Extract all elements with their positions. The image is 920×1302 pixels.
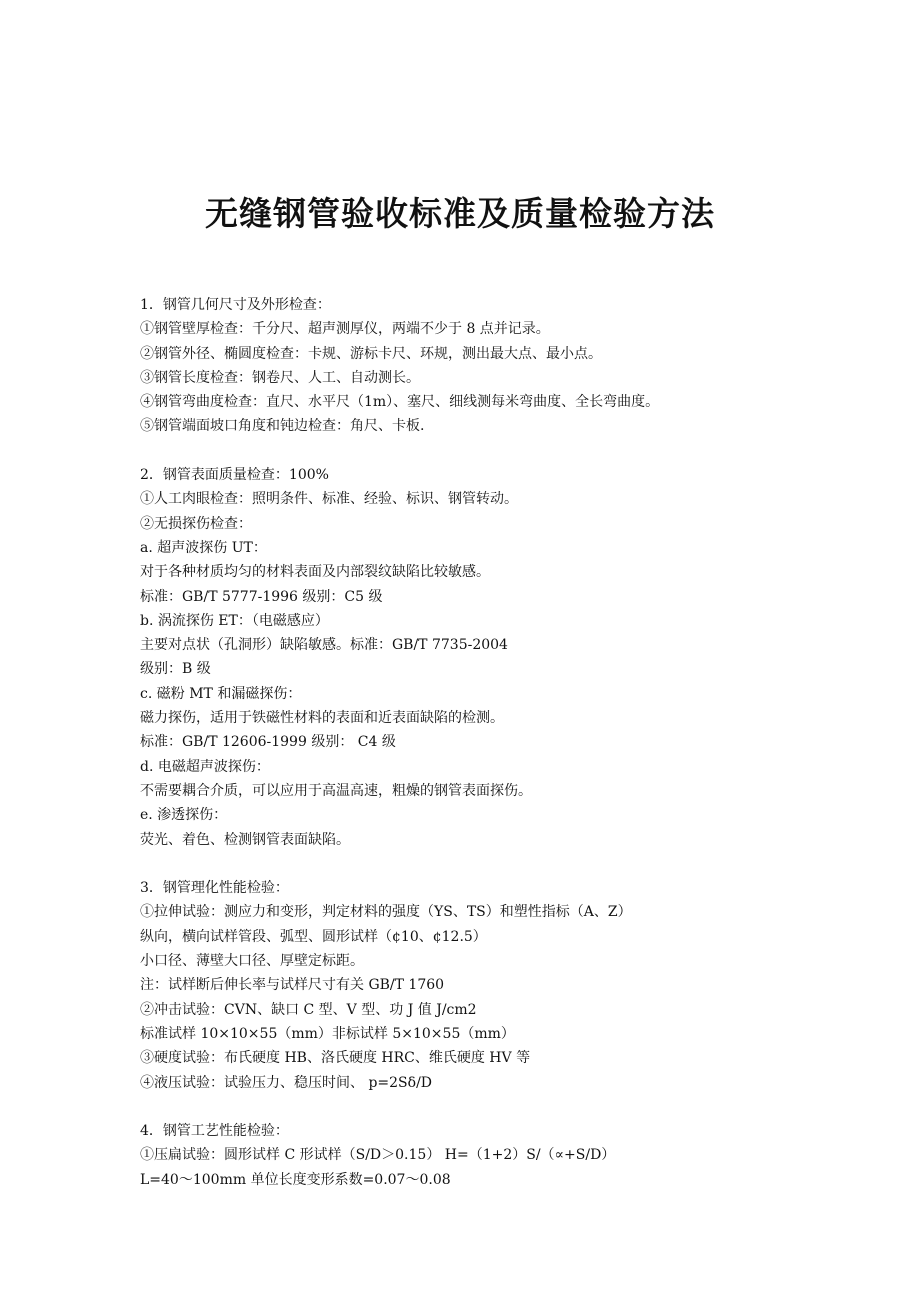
blank-line <box>140 439 860 463</box>
paragraph-line: L=40～100mm 单位长度变形系数=0.07～0.08 <box>140 1171 451 1188</box>
paragraph-line: ①拉伸试验：测应力和变形，判定材料的强度（YS、TS）和塑性指标（A、Z） <box>140 904 632 921</box>
paragraph-line: c. 磁粉 MT 和漏磁探伤： <box>140 685 302 702</box>
blank-line <box>140 1095 860 1119</box>
paragraph-line: ②无损探伤检查： <box>140 515 252 532</box>
section-heading: 2．钢管表面质量检查：100% <box>140 467 329 484</box>
paragraph-line: ③钢管长度检查：钢卷尺、人工、自动测长。 <box>140 369 420 386</box>
paragraph-line: ④液压试验：试验压力、稳压时间、 p=2Sδ/D <box>140 1074 433 1091</box>
paragraph-line: e. 渗透探伤： <box>140 807 228 824</box>
document-title: 无缝钢管验收标准及质量检验方法 <box>205 194 715 233</box>
paragraph-line: ①钢管壁厚检查：千分尺、超声测厚仪，两端不少于 8 点并记录。 <box>140 321 550 338</box>
section-physical-chemical-tests <box>140 876 860 1095</box>
paragraph-line: 对于各种材质均匀的材料表面及内部裂纹缺陷比较敏感。 <box>140 564 490 581</box>
paragraph-line: 注：试样断后伸长率与试样尺寸有关 GB/T 1760 <box>140 977 445 994</box>
section-geometry-inspection <box>140 293 860 439</box>
section-surface-inspection <box>140 463 860 852</box>
paragraph-line: ④钢管弯曲度检查：直尺、水平尺（1m）、塞尺、细线测每米弯曲度、全长弯曲度。 <box>140 394 660 411</box>
paragraph-line: 不需要耦合介质，可以应用于高温高速，粗燥的钢管表面探伤。 <box>140 782 532 799</box>
paragraph-line: 标准试样 10×10×55（mm）非标试样 5×10×55（mm） <box>140 1025 515 1042</box>
paragraph-line: 小口径、薄壁大口径、厚壁定标距。 <box>140 953 364 970</box>
paragraph-line: 磁力探伤，适用于铁磁性材料的表面和近表面缺陷的检测。 <box>140 710 504 727</box>
paragraph-line: ②钢管外径、椭圆度检查：卡规、游标卡尺、环规，测出最大点、最小点。 <box>140 345 602 362</box>
paragraph-line: ①人工肉眼检查：照明条件、标准、经验、标识、钢管转动。 <box>140 491 518 508</box>
section-heading: 1．钢管几何尺寸及外形检查： <box>140 297 331 313</box>
paragraph-line: ①压扁试验：圆形试样 C 形试样（S/D＞0.15） H=（1+2）S/（∝+S/D） <box>140 1147 616 1164</box>
paragraph-line: 主要对点状（孔洞形）缺陷敏感。标准：GB/T 7735-2004 <box>140 637 508 654</box>
section-process-performance-tests <box>140 1119 860 1192</box>
section-heading: 4．钢管工艺性能检验： <box>140 1123 289 1140</box>
paragraph-line: 标准：GB/T 5777-1996 级别：C5 级 <box>140 588 383 605</box>
paragraph-line: d. 电磁超声波探伤： <box>140 758 270 775</box>
paragraph-line: ②冲击试验：CVN、缺口 C 型、V 型、功 J 值 J/cm2 <box>140 1001 477 1018</box>
paragraph-line: ⑤钢管端面坡口角度和钝边检查：角尺、卡板. <box>140 418 425 435</box>
paragraph-line: 纵向，横向试样管段、弧型、圆形试样（¢10、¢12.5） <box>140 928 487 945</box>
paragraph-line: b. 涡流探伤 ET：（电磁感应） <box>140 612 329 629</box>
paragraph-line: a. 超声波探伤 UT： <box>140 539 267 556</box>
blank-line <box>140 852 860 876</box>
paragraph-line: 荧光、着色、检测钢管表面缺陷。 <box>140 831 350 848</box>
document-body <box>140 293 860 1192</box>
section-heading: 3．钢管理化性能检验： <box>140 880 289 897</box>
paragraph-line: 级别：B 级 <box>140 661 211 678</box>
paragraph-line: 标准：GB/T 12606-1999 级别： C4 级 <box>140 734 396 751</box>
paragraph-line: ③硬度试验：布氏硬度 HB、洛氏硬度 HRC、维氏硬度 HV 等 <box>140 1050 531 1067</box>
